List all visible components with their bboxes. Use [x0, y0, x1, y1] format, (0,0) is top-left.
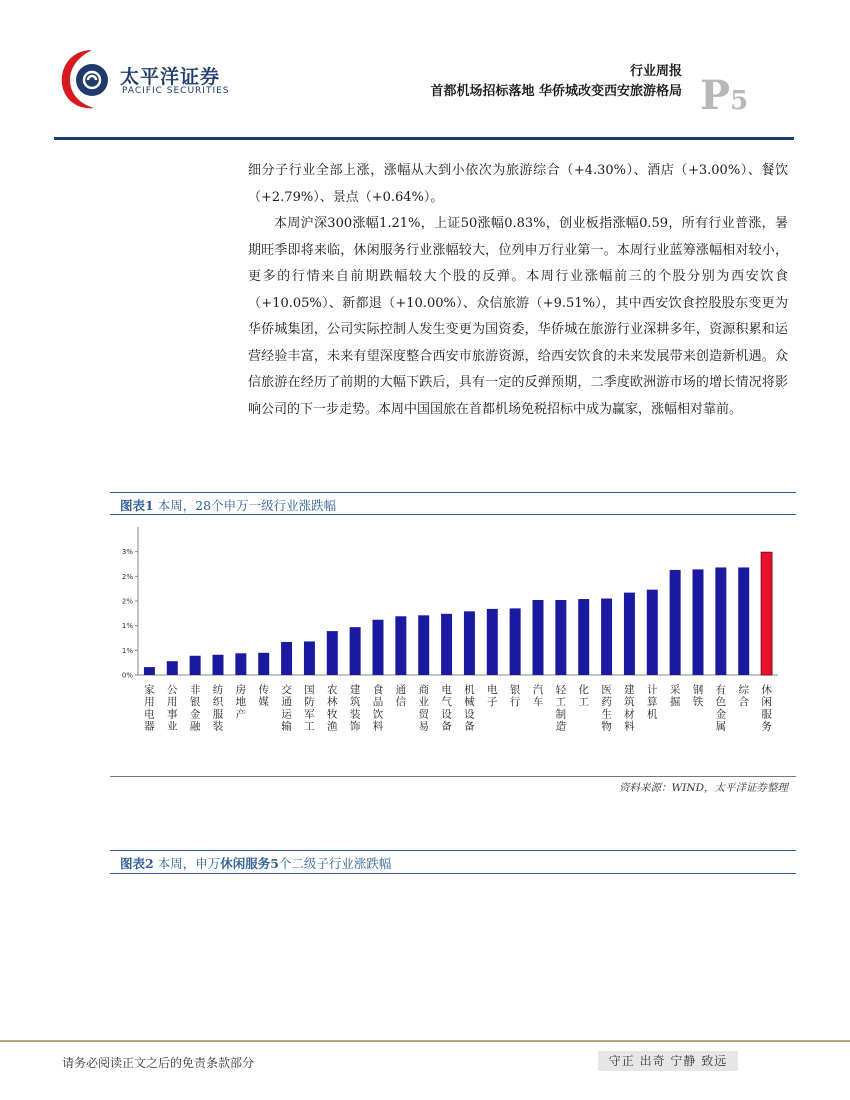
paragraph-2: 本周沪深300涨幅1.21%，上证50涨幅0.83%，创业板指涨幅0.59，所有行业普涨，暑期旺季即将来临，休闲服务行业涨幅较大，位列申万行业第一。本周行业蓝筹涨幅相对较小，更多的行情来自前期跌幅较大个股的反弹。本周行业涨幅前三的个股分别为西安饮食（+10.05%）、新都退（+10.00%）、众信旅游（+9.51%），其中西安饮食控股股东变更为华侨城集团，公司实际控制人发生变更为国资委，华侨城在旅游行业深耕多年，资源积累和运营经验丰富，未来有望深度整合西安市旅游资源，给西安饮食的未来发展带来创造新机遇。众信旅游在经历了前期的大幅下跌后，具有一定的反弹预期，二季度欧洲游市场的增长情况将影响公司的下一步走势。本周中国国旅在首都机场免税招标中成为赢家，涨幅相对靠前。 — [248, 216, 788, 417]
paragraph-1: 细分子行业全部上涨，涨幅从大到小依次为旅游综合（+4.30%）、酒店（+3.00%）、餐饮（+2.79%）、景点（+0.64%）。 — [248, 163, 788, 205]
y-tick-label: 3% — [121, 548, 133, 557]
category-label-char: 林 — [327, 696, 338, 709]
category-label-char: 机 — [464, 684, 475, 696]
figure1-top-rule — [110, 492, 796, 493]
category-label-char: 服 — [761, 708, 772, 721]
figure2-label: 图表2 — [120, 856, 154, 871]
figure2-caption-rule — [110, 873, 796, 874]
category-label-char: 金 — [715, 708, 727, 721]
category-label-char: 建 — [349, 684, 361, 696]
category-label-char: 品 — [372, 696, 384, 709]
category-label-char: 饮 — [372, 708, 384, 721]
category-label-char: 轻 — [555, 684, 567, 696]
category-label-char: 家 — [144, 684, 155, 696]
brand-name-cn: 太平洋证券 — [120, 66, 221, 88]
category-label-char: 设 — [464, 708, 475, 721]
bar-机械设备 — [464, 611, 475, 675]
page-letter: P — [700, 72, 731, 119]
bar-轻工制造 — [555, 600, 566, 675]
bar-交通运输 — [281, 642, 292, 675]
figure1-caption-text: 本周，28个申万一级行业涨跌幅 — [157, 498, 337, 513]
category-label-char: 电 — [487, 684, 498, 696]
category-label-char: 筑 — [349, 696, 361, 709]
category-label-char: 料 — [624, 720, 635, 733]
category-label-char: 银 — [189, 696, 201, 709]
figure2-top-rule — [110, 850, 796, 851]
category-label-char: 防 — [304, 696, 315, 709]
category-label-char: 物 — [601, 720, 612, 733]
bar-商业贸易 — [418, 615, 429, 675]
category-label-char: 农 — [327, 684, 338, 696]
category-label-char: 食 — [372, 684, 384, 696]
category-label-char: 银 — [509, 684, 521, 696]
category-label-char: 牧 — [327, 708, 338, 721]
report-title: 首都机场招标落地 华侨城改变西安旅游格局 — [430, 84, 682, 99]
y-tick-label: 2% — [121, 597, 133, 606]
category-label-char: 掘 — [669, 696, 681, 709]
category-label-char: 计 — [647, 684, 658, 696]
category-label-char: 饰 — [349, 720, 361, 733]
category-label-char: 业 — [418, 696, 429, 709]
category-label-char: 采 — [669, 684, 681, 696]
category-label-char: 算 — [647, 696, 658, 709]
category-label-char: 渔 — [327, 720, 338, 733]
figure1-caption — [120, 496, 336, 514]
category-label-char: 非 — [189, 684, 201, 696]
bar-非银金融 — [190, 656, 201, 675]
footer-divider — [0, 1040, 850, 1042]
category-label-char: 铁 — [692, 696, 704, 709]
category-label-char: 交 — [281, 684, 292, 696]
category-label-char: 合 — [738, 696, 749, 709]
bar-银行 — [510, 608, 521, 675]
category-label-char: 军 — [304, 708, 315, 721]
category-label-char: 色 — [715, 696, 727, 709]
category-label-char: 器 — [144, 720, 155, 733]
category-label-char: 筑 — [624, 696, 635, 709]
category-label-char: 子 — [487, 696, 498, 709]
category-label-char: 备 — [464, 720, 475, 733]
figure1-bar-chart — [110, 515, 796, 775]
category-label-char: 械 — [464, 696, 475, 709]
category-label-char: 业 — [167, 720, 178, 733]
bar-休闲服务 — [761, 552, 772, 675]
category-label-char: 料 — [372, 720, 384, 733]
footer-motto: 守正 出奇 宁静 致远 — [598, 1051, 738, 1071]
bar-钢铁 — [693, 569, 704, 675]
figure2-caption-post: 个二级子行业涨跌幅 — [278, 856, 392, 871]
category-label-char: 传 — [258, 684, 269, 696]
category-label-char: 装 — [349, 708, 361, 721]
category-label-char: 有 — [715, 684, 727, 696]
bar-电子 — [487, 609, 498, 675]
bar-农林牧渔 — [327, 631, 338, 675]
category-label-char: 化 — [578, 684, 589, 696]
figure1-bottom-rule — [110, 776, 796, 777]
category-label-char: 通 — [281, 696, 292, 709]
bar-公用事业 — [167, 661, 178, 675]
category-label-char: 易 — [418, 720, 429, 733]
page-digit: 5 — [730, 86, 749, 116]
category-label-char: 备 — [441, 720, 452, 733]
category-label-char: 生 — [601, 708, 612, 721]
category-label-char: 织 — [212, 696, 224, 709]
figure1-label: 图表1 — [120, 498, 154, 513]
bar-汽车 — [533, 600, 544, 675]
category-label-char: 通 — [395, 684, 407, 696]
category-label-char: 金 — [189, 708, 201, 721]
y-tick-label: 1% — [121, 646, 133, 655]
category-label-char: 造 — [555, 720, 567, 733]
category-label-char: 房 — [235, 684, 247, 696]
bar-传媒 — [258, 653, 269, 675]
category-label-char: 纺 — [212, 684, 224, 696]
category-label-char: 务 — [761, 720, 772, 733]
category-label-char: 地 — [235, 696, 247, 709]
bar-建筑装饰 — [350, 627, 361, 675]
category-label-char: 工 — [304, 720, 315, 733]
figure2-caption-bold: 休闲服务5 — [220, 856, 279, 871]
bar-电气设备 — [441, 614, 452, 675]
bar-综合 — [738, 567, 749, 675]
category-label-char: 钢 — [692, 684, 704, 696]
category-label-char: 气 — [441, 696, 452, 709]
bar-通信 — [395, 616, 406, 675]
bar-化工 — [578, 599, 589, 675]
bar-有色金属 — [715, 567, 726, 675]
bar-计算机 — [647, 590, 658, 675]
category-label-char: 用 — [167, 696, 178, 709]
pacific-securities-logo-icon — [58, 46, 118, 112]
category-label-char: 机 — [647, 708, 658, 721]
category-label-char: 休 — [761, 684, 772, 696]
category-label-char: 事 — [167, 708, 178, 721]
category-label-char: 运 — [281, 708, 292, 721]
category-label-char: 工 — [578, 696, 589, 709]
figure2-caption — [120, 854, 391, 872]
category-label-char: 国 — [304, 684, 315, 696]
category-label-char: 材 — [624, 708, 635, 721]
body-text — [248, 158, 788, 423]
category-label-char: 闲 — [761, 696, 772, 709]
header-divider — [54, 137, 794, 140]
category-label-char: 融 — [189, 720, 201, 733]
category-label-char: 汽 — [532, 684, 544, 696]
bar-采掘 — [670, 570, 681, 675]
category-label-char: 媒 — [258, 696, 269, 709]
bar-建筑材料 — [624, 593, 635, 675]
figure2-caption-pre: 本周，申万 — [157, 856, 221, 871]
category-label-char: 贸 — [418, 708, 429, 721]
category-label-char: 设 — [441, 708, 452, 721]
category-label-char: 制 — [555, 708, 567, 721]
category-label-char: 服 — [212, 708, 224, 721]
category-label-char: 车 — [532, 696, 544, 709]
category-label-char: 装 — [212, 720, 224, 733]
bar-食品饮料 — [373, 620, 384, 675]
category-label-char: 商 — [418, 684, 429, 696]
bar-国防军工 — [304, 641, 315, 675]
bar-纺织服装 — [213, 655, 224, 675]
category-label-char: 电 — [144, 708, 155, 721]
category-label-char: 产 — [235, 708, 247, 721]
report-type: 行业周报 — [629, 64, 682, 79]
category-label-char: 输 — [281, 720, 292, 733]
figure1-source: 资料来源：WIND，太平洋证券整理 — [618, 782, 788, 794]
y-tick-label: 0% — [121, 671, 133, 680]
bar-房地产 — [235, 653, 246, 675]
brand-name-en: PACIFIC SECURITIES — [122, 86, 230, 96]
category-label-char: 建 — [624, 684, 635, 696]
page-number — [700, 72, 748, 119]
category-label-char: 医 — [601, 684, 612, 696]
footer-disclaimer: 请务必阅读正文之后的免责条款部分 — [62, 1056, 255, 1070]
category-label-char: 工 — [555, 696, 567, 709]
category-label-char: 药 — [601, 696, 612, 709]
y-tick-label: 2% — [121, 572, 133, 581]
bar-医药生物 — [601, 599, 612, 675]
category-label-char: 属 — [715, 720, 727, 733]
category-label-char: 用 — [144, 696, 155, 709]
category-label-char: 电 — [441, 684, 452, 696]
category-label-char: 综 — [738, 684, 749, 696]
y-tick-label: 1% — [121, 622, 133, 631]
category-label-char: 信 — [395, 696, 407, 709]
bar-家用电器 — [144, 667, 155, 675]
category-label-char: 公 — [167, 684, 178, 696]
category-label-char: 行 — [509, 696, 521, 709]
